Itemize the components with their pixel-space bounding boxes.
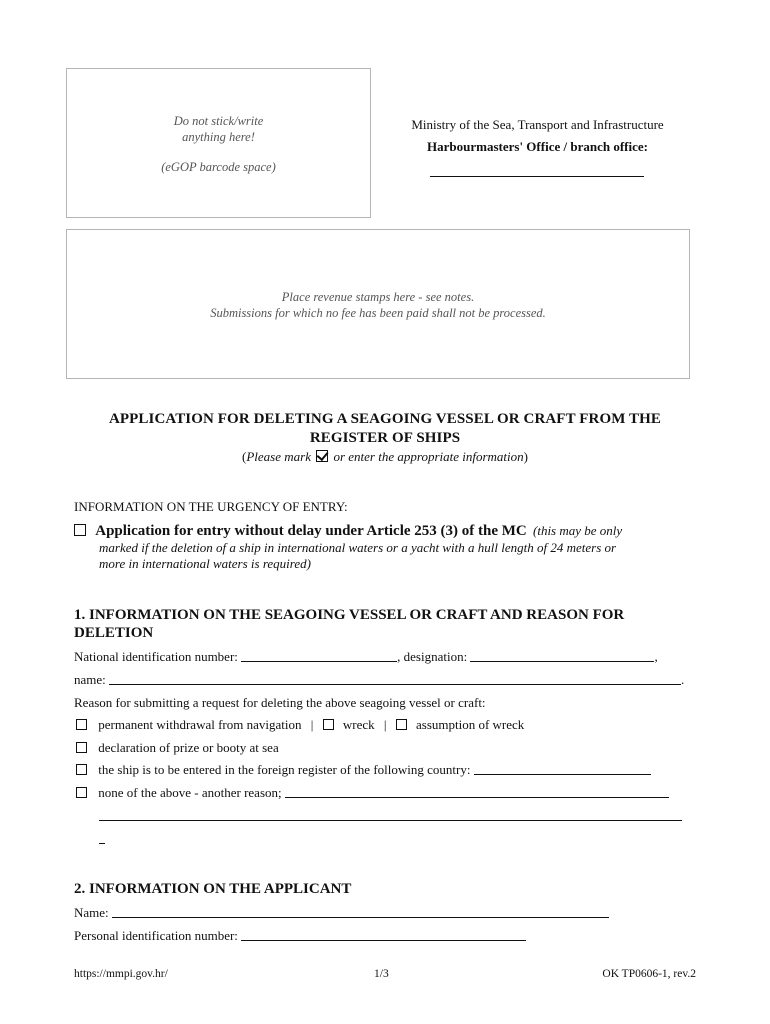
section2-heading: 2. INFORMATION ON THE APPLICANT [74, 881, 352, 897]
foreign-register-label: the ship is to be entered in the foreign register of the following country: [98, 762, 471, 777]
checked-box-icon [316, 450, 328, 462]
other-reason-label: none of the above - another reason; [98, 785, 282, 800]
urgency-option [74, 523, 622, 539]
urgency-checkbox[interactable] [74, 524, 86, 536]
footer-form-code: OK TP0606-1, rev.2 [602, 968, 696, 980]
barcode-note [66, 113, 371, 175]
form-title-line1: APPLICATION FOR DELETING A SEAGOING VESSEL OR CRAFT FROM THE [108, 411, 662, 427]
wreck-label: wreck [342, 717, 375, 732]
applicant-name-label: Name: [74, 905, 109, 920]
stamp-note-line2: Submissions for which no fee has been paid shall not be processed. [210, 306, 546, 320]
reason-row-1: permanent withdrawal from navigation | wreck | assumption of wreck [76, 717, 524, 733]
designation-field[interactable] [470, 649, 654, 662]
reason-row-3 [76, 762, 651, 778]
national-id-label: National identification number: [74, 649, 238, 664]
instruction-after: or enter the appropriate information [333, 449, 524, 464]
stamp-note [66, 289, 690, 321]
barcode-note-line3: (eGOP barcode space) [161, 160, 276, 174]
barcode-note-line1: Do not stick/write [173, 114, 264, 128]
urgency-option-note: (this may be only [533, 523, 623, 538]
reason-row-2 [76, 740, 279, 756]
wreck-checkbox[interactable] [323, 719, 334, 730]
prize-label: declaration of prize or booty at sea [98, 740, 279, 755]
name-row: name: . [74, 672, 685, 687]
withdrawal-label: permanent withdrawal from navigation [98, 717, 302, 732]
stamp-note-line1: Place revenue stamps here - see notes. [281, 290, 475, 304]
reason-row-4 [76, 785, 669, 801]
title-instruction: (Please mark or enter the appropriate information) [242, 449, 528, 464]
foreign-register-checkbox[interactable] [76, 764, 87, 775]
applicant-pid-label: Personal identification number: [74, 928, 238, 943]
other-reason-field[interactable] [285, 785, 669, 798]
urgency-label: INFORMATION ON THE URGENCY OF ENTRY: [74, 499, 348, 514]
other-reason-field-line3[interactable] [99, 843, 105, 844]
withdrawal-checkbox[interactable] [76, 719, 87, 730]
urgency-option-label: Application for entry without delay under Article 253 (3) of the MC [95, 523, 527, 539]
reason-label: Reason for submitting a request for deleting the above seagoing vessel or craft: [74, 695, 486, 710]
foreign-country-field[interactable] [474, 762, 651, 775]
prize-checkbox[interactable] [76, 742, 87, 753]
footer-page-number: 1/3 [374, 968, 389, 980]
national-id-field[interactable] [241, 649, 397, 662]
form-title-line2: REGISTER OF SHIPS [309, 430, 461, 446]
office-label: Harbourmasters' Office / branch office: [427, 139, 648, 154]
designation-label: , designation: [397, 649, 468, 664]
applicant-pid-row [74, 928, 526, 944]
urgency-note-line2: marked if the deletion of a ship in international waters or a yacht with a hull length of 24 meters or [99, 540, 617, 555]
office-input-line[interactable] [430, 176, 644, 177]
other-reason-field-line2[interactable] [99, 820, 682, 821]
vessel-name-label: name: [74, 672, 106, 687]
ministry-name: Ministry of the Sea, Transport and Infrastructure [411, 117, 664, 132]
form-title [40, 410, 730, 448]
footer-url[interactable]: https://mmpi.gov.hr/ [74, 968, 168, 980]
assumption-of-wreck-label: assumption of wreck [415, 717, 525, 732]
applicant-name-field[interactable] [112, 905, 609, 918]
barcode-note-line2: anything here! [182, 130, 255, 144]
urgency-note-line3: more in international waters is required) [99, 556, 311, 571]
national-id-row: National identification number: , designation: , [74, 649, 658, 664]
section1-heading: 1. INFORMATION ON THE SEAGOING VESSEL OR CRAFT AND REASON FOR DELETION [74, 607, 625, 641]
applicant-name-row [74, 905, 609, 921]
assumption-of-wreck-checkbox[interactable] [396, 719, 407, 730]
other-reason-checkbox[interactable] [76, 787, 87, 798]
vessel-name-field[interactable] [109, 672, 681, 685]
applicant-pid-field[interactable] [241, 928, 526, 941]
instruction-before: Please mark [246, 449, 311, 464]
